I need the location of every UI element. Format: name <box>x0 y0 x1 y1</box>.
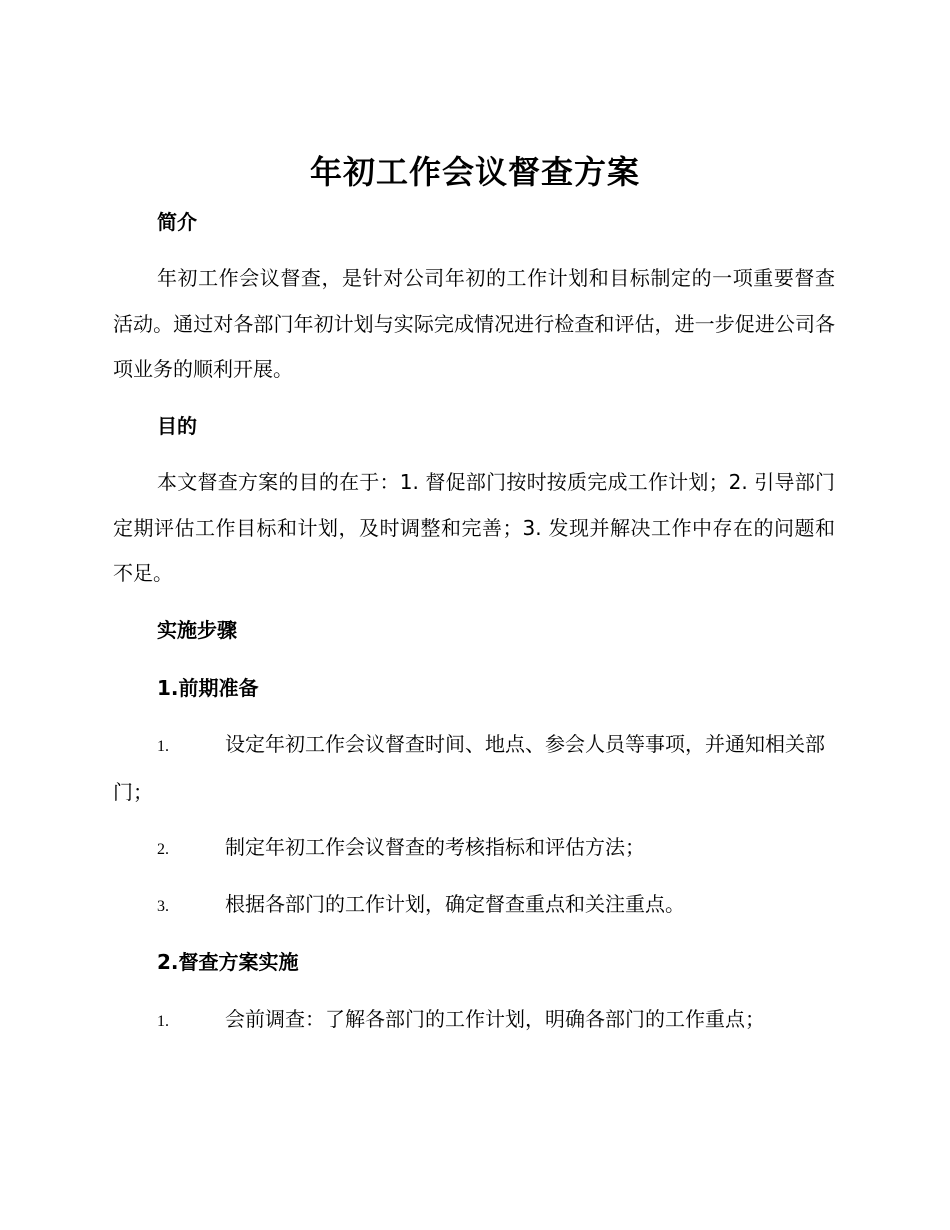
list-item <box>113 825 835 873</box>
heading-implement: 2.督查方案实施 <box>157 950 299 974</box>
heading-steps: 实施步骤 <box>157 618 237 642</box>
list-item-text: 制定年初工作会议督查的考核指标和评估方法； <box>225 835 645 859</box>
page-title: 年初工作会议督查方案 <box>309 153 640 191</box>
heading-intro: 简介 <box>157 210 197 234</box>
list-item-number: 1. <box>157 738 169 755</box>
list-item-text: 会前调查：了解各部门的工作计划，明确各部门的工作重点； <box>225 1007 765 1031</box>
list-item <box>113 722 835 815</box>
heading-purpose: 目的 <box>157 414 197 438</box>
paragraph-purpose: 本文督查方案的目的在于：1. 督促部门按时按质完成工作计划；2. 引导部门定期评估工作目标和计划，及时调整和完善；3. 发现并解决工作中存在的问题和不足。 <box>113 470 835 585</box>
paragraph-intro: 年初工作会议督查，是针对公司年初的工作计划和目标制定的一项重要督查活动。通过对各部门年初计划与实际完成情况进行检查和评估，进一步促进公司各项业务的顺利开展。 <box>113 266 835 381</box>
list-item-text: 根据各部门的工作计划，确定督查重点和关注重点。 <box>225 892 685 916</box>
list-item-number: 2. <box>157 841 169 858</box>
list-item-number: 3. <box>157 898 169 915</box>
list-item <box>113 882 835 930</box>
list-item <box>113 997 835 1045</box>
list-item-number: 1. <box>157 1013 169 1030</box>
heading-prep: 1.前期准备 <box>157 676 259 700</box>
list-item-text: 设定年初工作会议督查时间、地点、参会人员等事项，并通知相关部门； <box>113 732 825 804</box>
